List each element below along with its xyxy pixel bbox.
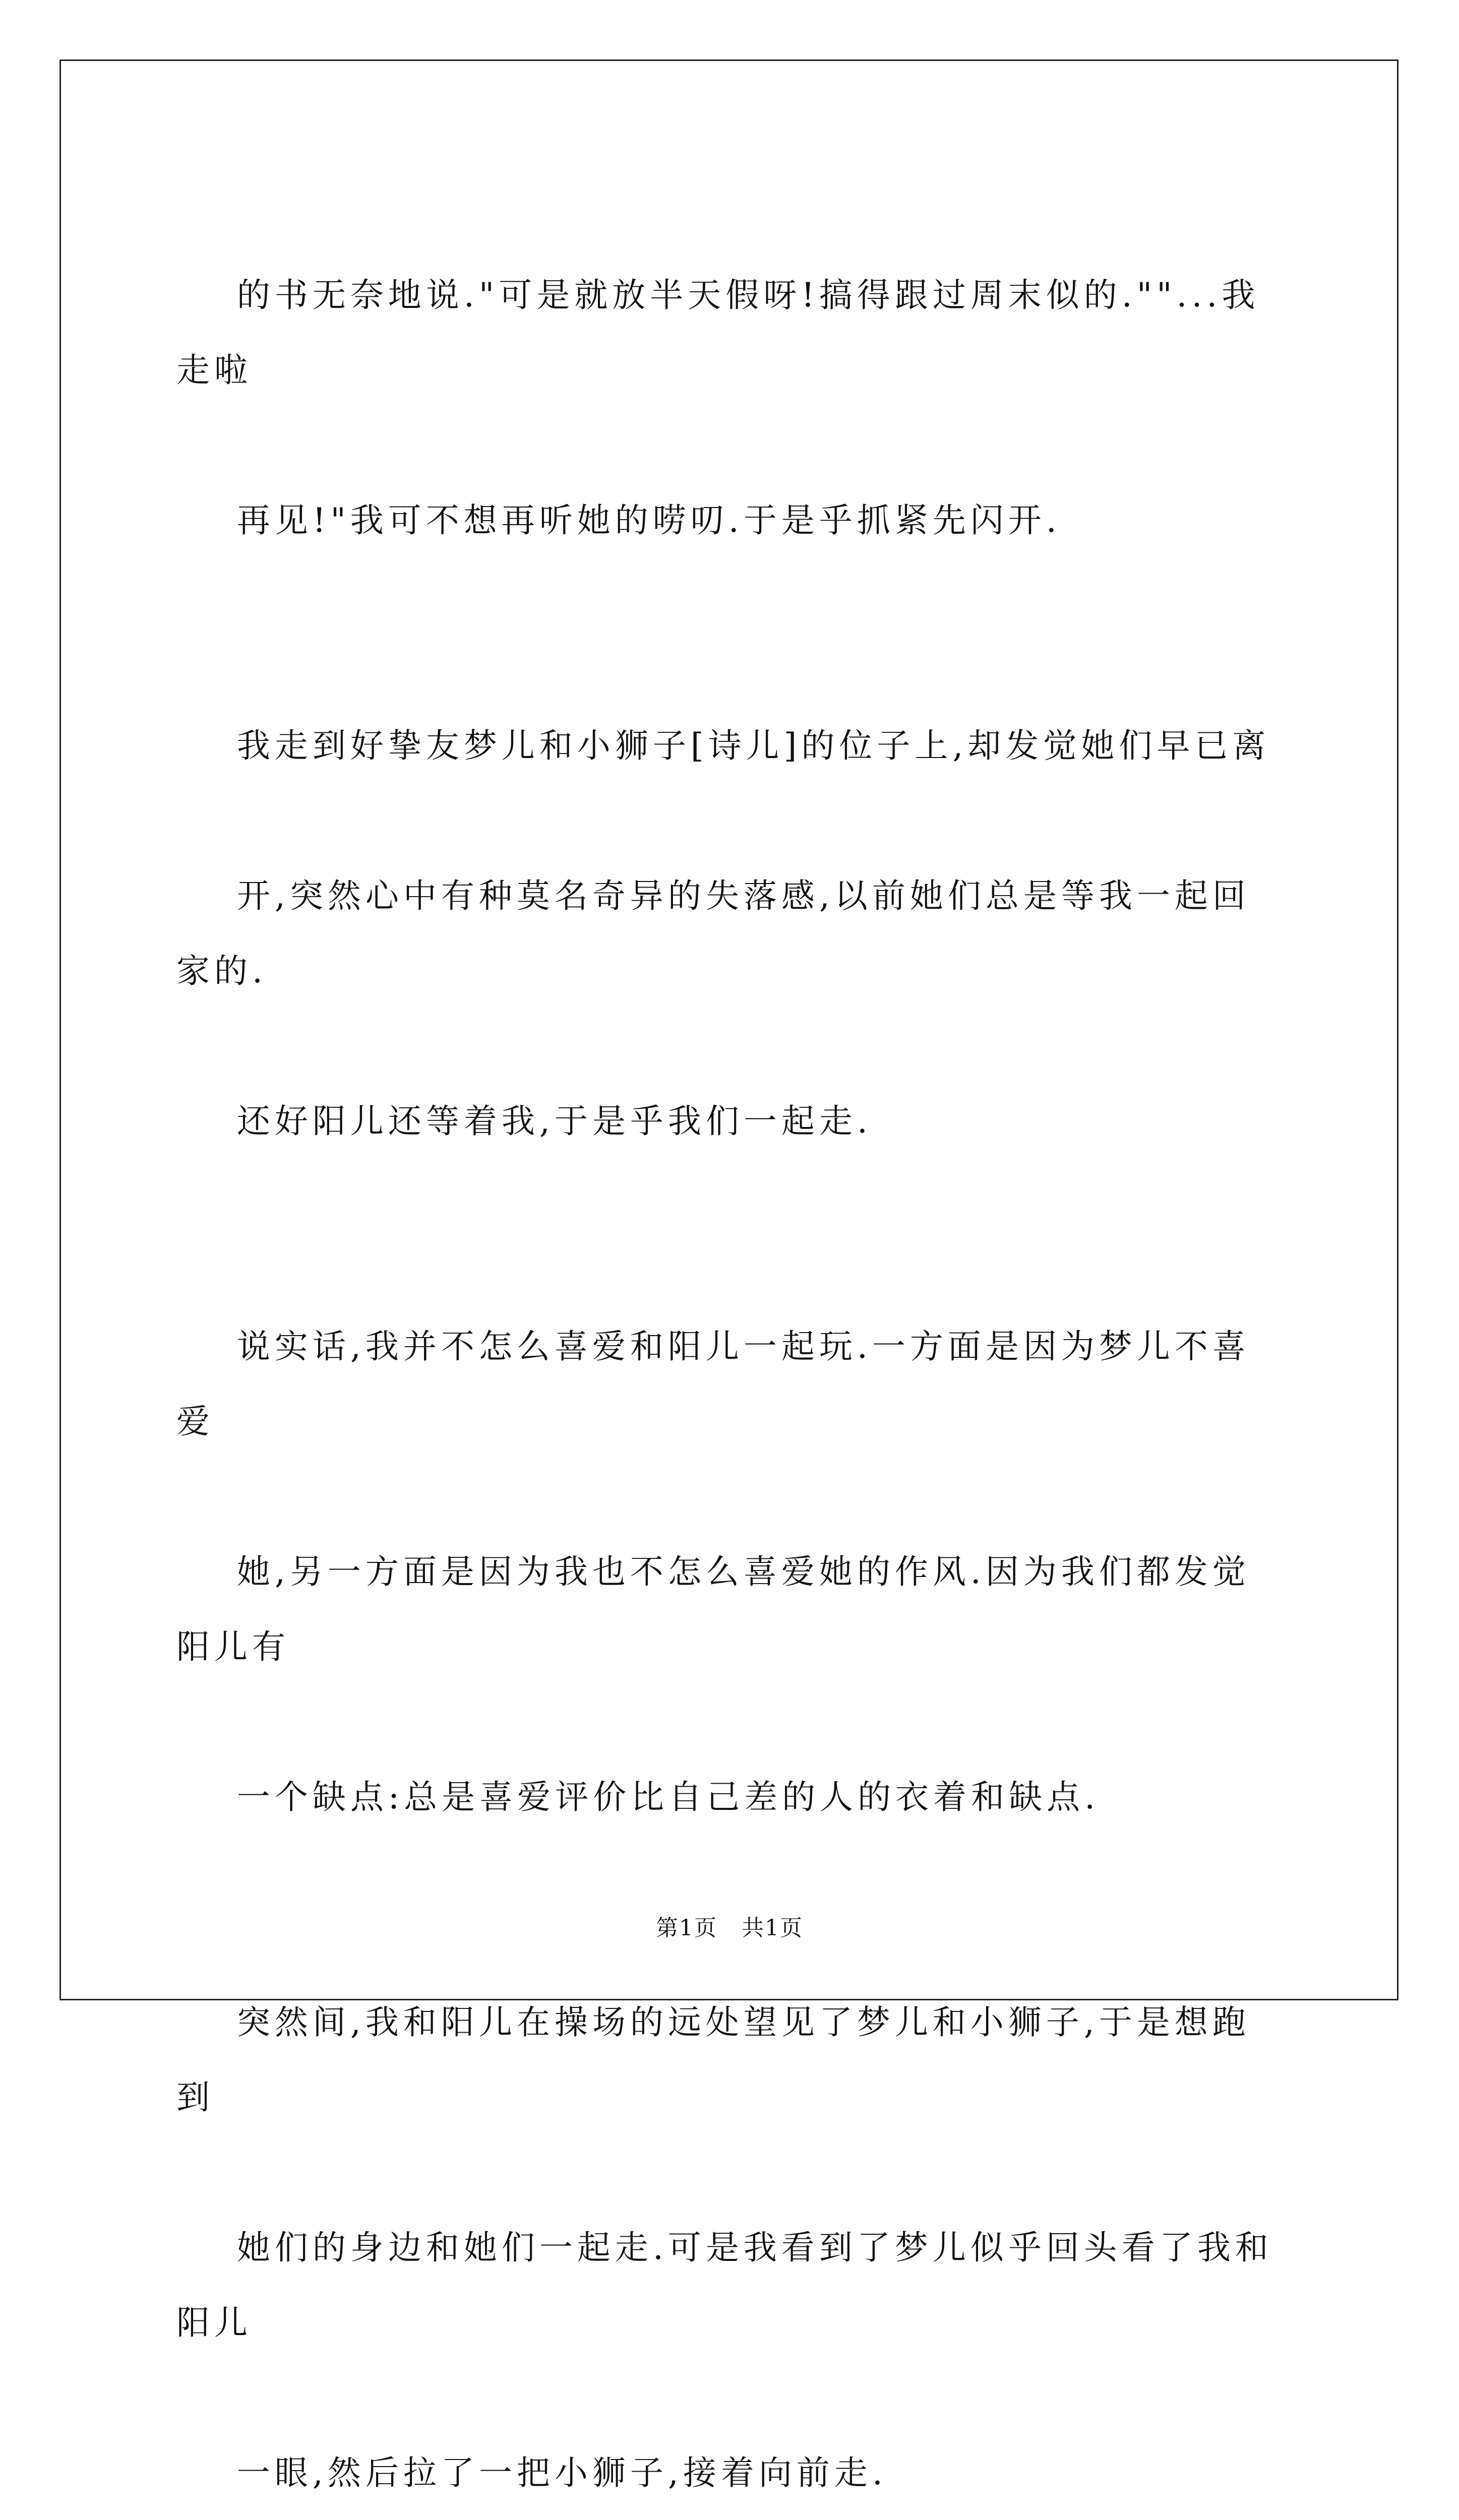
text-line: 一眼,然后拉了一把小狮子,接着向前走. xyxy=(236,2453,887,2492)
text-line: 我走到好挚友梦儿和小狮子[诗儿]的位子上,却发觉她们早已离 xyxy=(236,726,1270,765)
text-line: 她们的身边和她们一起走.可是我看到了梦儿似乎回头看了我和阳儿 xyxy=(176,2228,1273,2342)
text-line: 突然间,我和阳儿在操场的远处望见了梦儿和小狮子,于是想跑到 xyxy=(176,2003,1250,2117)
document-body xyxy=(176,182,1286,2520)
text-line: 还好阳儿还等着我,于是乎我们一起走. xyxy=(236,1102,872,1141)
paragraph-1 xyxy=(176,182,1286,633)
text-line: 说实话,我并不怎么喜爱和阳儿一起玩.一方面是因为梦儿不喜爱 xyxy=(176,1327,1250,1441)
page-number: 第1页 共1页 xyxy=(656,1915,803,1941)
text-line: 再见!"我可不想再听她的唠叨.于是乎抓紧先闪开. xyxy=(236,501,1061,540)
text-line: 开,突然心中有种莫名奇异的失落感,以前她们总是等我一起回家的. xyxy=(176,876,1250,990)
paragraph-4 xyxy=(176,1910,1286,2520)
text-line: 她,另一方面是因为我也不怎么喜爱她的作风.因为我们都发觉阳儿有 xyxy=(176,1552,1250,1666)
paragraph-3 xyxy=(176,1234,1286,1910)
text-line: 一个缺点:总是喜爱评价比自己差的人的衣着和缺点. xyxy=(236,1778,1100,1816)
text-line: 的书无奈地说."可是就放半天假呀!搞得跟过周末似的.""...我走啦 xyxy=(176,276,1260,390)
paragraph-2 xyxy=(176,633,1286,1234)
